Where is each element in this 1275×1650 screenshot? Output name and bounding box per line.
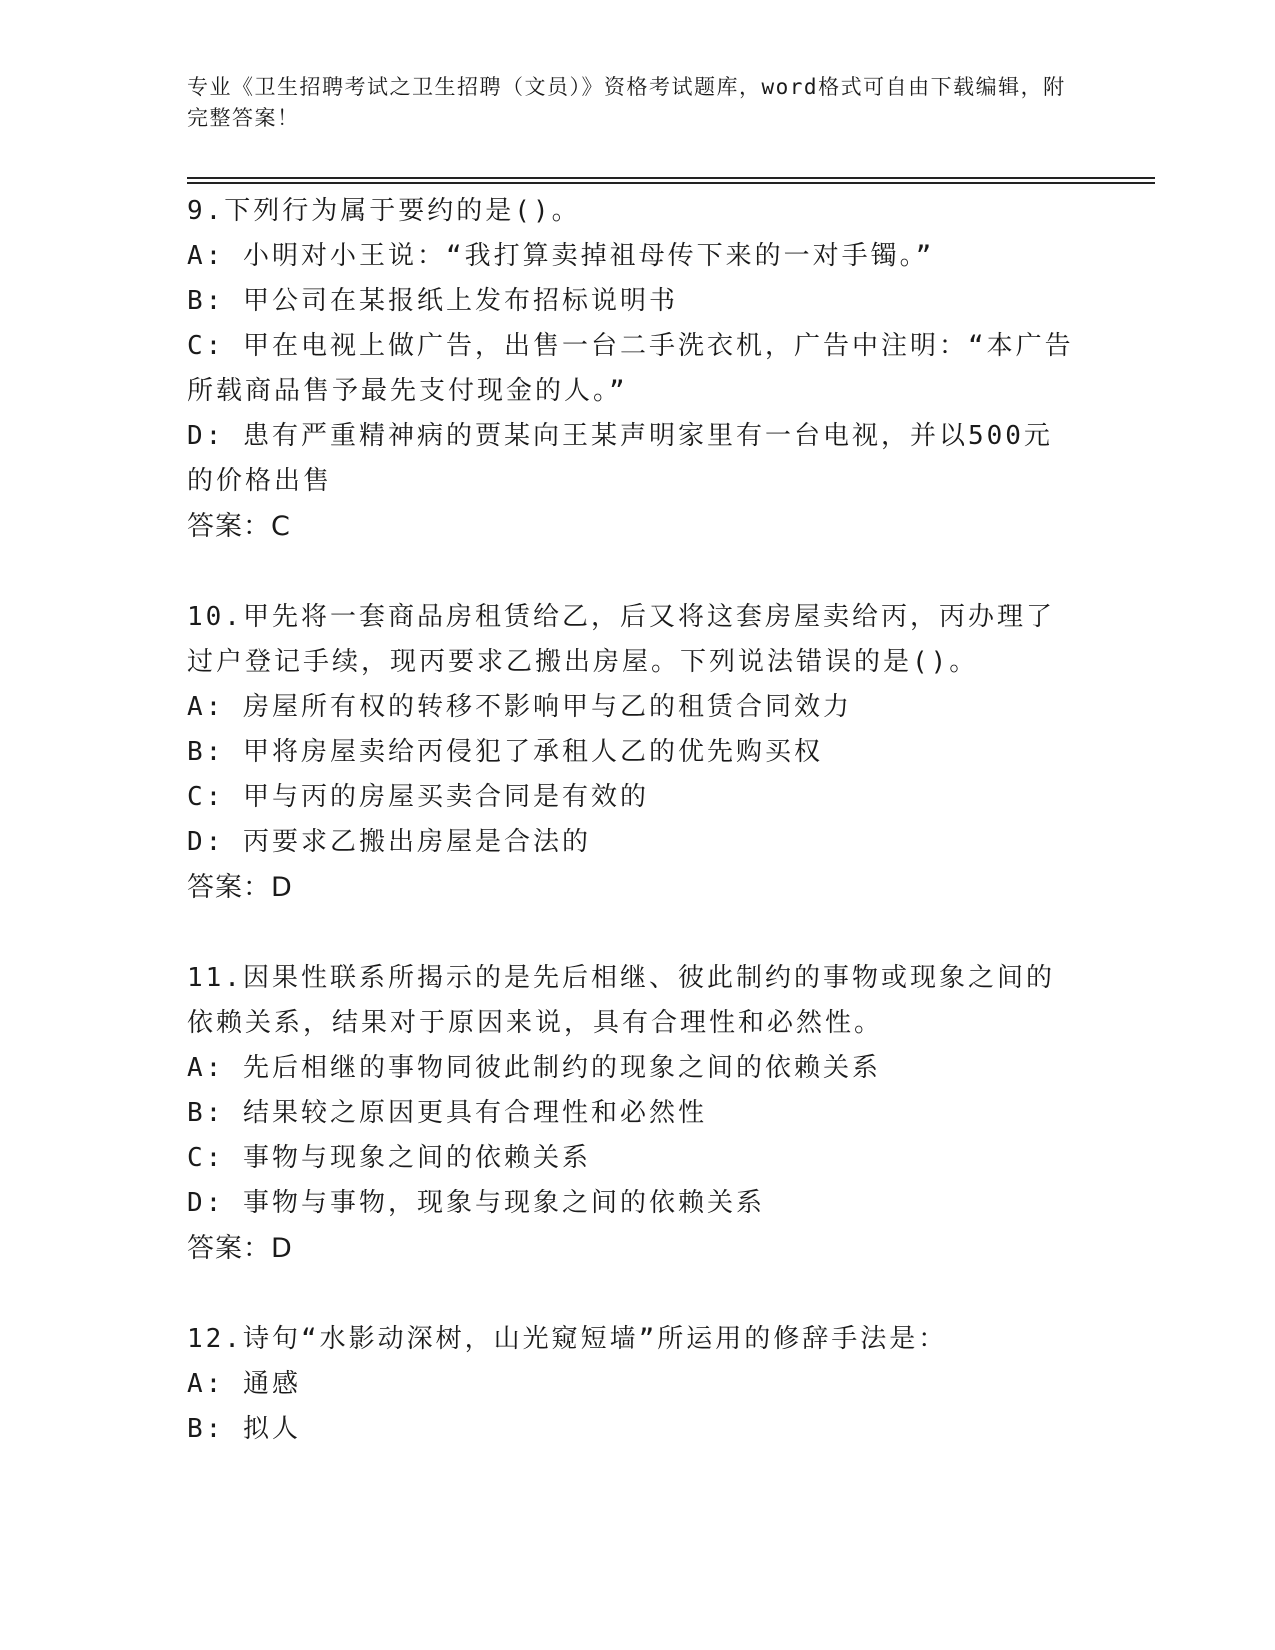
option-a: A: 先后相继的事物同彼此制约的现象之间的依赖关系 bbox=[187, 1053, 881, 1083]
option-b: B: 结果较之原因更具有合理性和必然性 bbox=[187, 1098, 707, 1128]
option-c: C: 事物与现象之间的依赖关系 bbox=[187, 1143, 591, 1173]
document-header: 专业《卫生招聘考试之卫生招聘（文员）》资格考试题库，word格式可自由下载编辑，附完整答案！ bbox=[187, 75, 1066, 130]
spacer bbox=[187, 910, 1077, 956]
option-a: A: 房屋所有权的转移不影响甲与乙的租赁合同效力 bbox=[187, 692, 852, 722]
option-d: D: 事物与事物，现象与现象之间的依赖关系 bbox=[187, 1188, 765, 1218]
answer: 答案：D bbox=[187, 1233, 293, 1264]
question-stem: 11.因果性联系所揭示的是先后相继、彼此制约的事物或现象之间的依赖关系，结果对于原因来说，具有合理性和必然性。 bbox=[187, 963, 1055, 1038]
option-d: D: 丙要求乙搬出房屋是合法的 bbox=[187, 827, 591, 857]
option-a: A: 小明对小王说：“我打算卖掉祖母传下来的一对手镯。” bbox=[187, 241, 935, 271]
spacer bbox=[187, 549, 1077, 595]
answer: 答案：D bbox=[187, 872, 293, 903]
option-d: D: 患有严重精神病的贾某向王某声明家里有一台电视，并以500元的价格出售 bbox=[187, 421, 1053, 496]
answer: 答案：C bbox=[187, 511, 291, 542]
option-b: B: 甲将房屋卖给丙侵犯了承租人乙的优先购买权 bbox=[187, 737, 823, 767]
option-c: C: 甲在电视上做广告，出售一台二手洗衣机，广告中注明：“本广告所载商品售予最先支付现金的人。” bbox=[187, 331, 1074, 406]
spacer bbox=[187, 1271, 1077, 1317]
option-b: B: 拟人 bbox=[187, 1414, 301, 1444]
question-11 bbox=[187, 956, 1077, 1271]
option-c: C: 甲与丙的房屋买卖合同是有效的 bbox=[187, 782, 649, 812]
header-divider-bottom bbox=[187, 182, 1155, 184]
option-a: A: 通感 bbox=[187, 1369, 301, 1399]
question-10 bbox=[187, 595, 1077, 910]
question-list bbox=[187, 189, 1077, 1452]
option-b: B: 甲公司在某报纸上发布招标说明书 bbox=[187, 286, 678, 316]
question-stem: 9.下列行为属于要约的是()。 bbox=[187, 196, 581, 226]
question-9 bbox=[187, 189, 1077, 549]
header-divider-top bbox=[187, 177, 1155, 179]
question-12 bbox=[187, 1317, 1077, 1452]
question-stem: 12.诗句“水影动深树，山光窥短墙”所运用的修辞手法是： bbox=[187, 1324, 948, 1354]
question-stem: 10.甲先将一套商品房租赁给乙，后又将这套房屋卖给丙，丙办理了过户登记手续，现丙要求乙搬出房屋。下列说法错误的是()。 bbox=[187, 602, 1055, 677]
